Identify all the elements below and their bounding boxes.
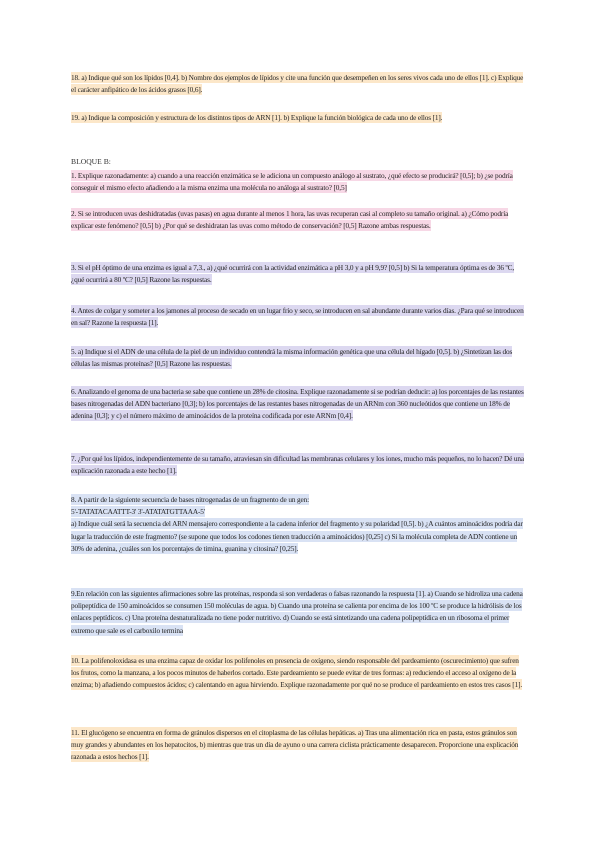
question-b7: 7. ¿Por qué los lípidos, independientemente de su tamaño, atraviesan sin dificultad las membranas celulares y los iones, mucho más pequeños, no lo hacen? Dé una explicación razonada a este hecho [1]. xyxy=(71,454,525,476)
question-b2: 2. Si se introducen uvas deshidratadas (uvas pasas) en agua durante al menos 1 hora, las uvas recuperan casi al completo su tamaño original. a) ¿Cómo podría explicar este fenómeno? [0,5] b) ¿Por qué se deshidratan las uvas como método de conservación? [0,5] Razone ambas respuestas. xyxy=(71,209,509,231)
question-b11: 11. El glucógeno se encuentra en forma de gránulos dispersos en el citoplasma de las células hepáticas. a) Tras una alimentación rica en pasta, estos gránulos son muy grandes y abundantes en los hepatocitos, b) mientras que tras un día de ayuno o una carrera ciclista prácticamente desaparecen. Proporcione una explicación razonada a estos hechos [1]. xyxy=(71,728,519,762)
question-b8-parts: a) Indique cuál será la secuencia del ARN mensajero correspondiente a la cadena inferior del fragmento y su polaridad [0,5]. b) ¿A cuántos aminoácidos podría dar lugar la traducción de este fragmento? (se supone que todos los codones tienen traducción a aminoácidos) [0,25] c) Si la molécula completa de ADN contiene un 30% de adenina, ¿cuáles son los porcentajes de timina, guanina y citosina? [0,25]. xyxy=(71,519,523,553)
question-b1: 1. Explique razonadamente: a) cuando a una reacción enzimática se le adiciona un compuesto análogo al sustrato, ¿qué efecto se producirá? [0,5]; b) ¿se podría conseguir el mismo efecto añadiendo a la misma enzima una molécula no análoga al sustrato? [0,5] xyxy=(71,171,513,193)
question-b8 xyxy=(71,494,528,555)
question-b8-intro: 8. A partir de la siguiente secuencia de bases nitrogenadas de un fragmento de un gen: xyxy=(71,495,309,504)
question-b9: 9.En relación con las siguientes afirmaciones sobre las proteínas, responda si son verdaderas o falsas razonando la respuesta [1]. a) Cuando se hidroliza una cadena polipeptídica de 150 aminoácidos se consumen 150 moléculas de agua. b) Cuando una proteína se calienta por encima de los 100 ºC se produce la hidrólisis de los enlaces peptídicos. c) Una proteína desnaturalizada no tiene poder nutritivo. d) Cuando se está sintetizando una cadena polipeptídica en un ribosoma el primer extremo que sale es el carboxilo termina xyxy=(71,589,523,635)
question-b3: 3. Si el pH óptimo de una enzima es igual a 7,3., a) ¿qué ocurrirá con la actividad enzimática a pH 3,0 y a pH 9,9? [0,5] b) Si la temperatura óptima es de 36 ºC, ¿qué ocurrirá a 80 ºC? [0,5] Razone las respuestas. xyxy=(71,263,514,285)
question-b10: 10. La polifenoloxidasa es una enzima capaz de oxidar los polifenoles en presencia de oxígeno, siendo responsable del pardeamiento (oscurecimiento) que sufren los frutos, como la manzana, a los pocos minutos de haberlos cortado. Este pardeamiento se puede evitar de tres formas: a) reduciendo el acceso al oxígeno de la enzima; b) añadiendo compuestos ácidos; c) calentando en agua hirviendo. Explique razonadamente por qué no se produce el pardeamiento en estos tres casos [1]. xyxy=(71,656,523,690)
dna-sequence: 5'-TATATACAATTT-3' 3'-ATATATGTTAAA-5' xyxy=(71,507,205,517)
question-b4: 4. Antes de colgar y someter a los jamones al proceso de secado en un lugar frío y seco, se introducen en sal abundante durante varios días. ¿Para qué se introducen en sal? Razone la respuesta [1]. xyxy=(71,306,524,328)
question-19: 19. a) Indique la composición y estructura de los distintos tipos de ARN [1]. b) Explique la función biológica de cada uno de ellos [1]. xyxy=(71,113,443,122)
question-b5: 5. a) Indique si el ADN de una célula de la piel de un individuo contendrá la misma información genética que una célula del hígado [0,5]. b) ¿Sintetizan las dos células las mismas proteínas? [0,5] Razone las respuestas. xyxy=(71,347,513,369)
bloque-b-heading: BLOQUE B: xyxy=(71,157,111,166)
question-18: 18. a) Indique qué son los lípidos [0,4]. b) Nombre dos ejemplos de lípidos y cite una función que desempeñen en los seres vivos cada uno de ellos [1]. c) Explique el carácter anfipático de los ácidos grasos [0,6]. xyxy=(71,73,524,95)
question-b6: 6. Analizando el genoma de una bacteria se sabe que contiene un 28% de citosina. Explique razonadamente si se podrían deducir: a) los porcentajes de las restantes bases nitrogenadas del ADN bacteriano [0,3]; b) los porcentajes de las restantes bases nitrogenadas de un ARNm con 360 nucleótidos que contiene un 18% de adenina [0,3]; y c) el número máximo de aminoácidos de la proteína codificada por este ARNm [0,4]. xyxy=(71,387,524,421)
